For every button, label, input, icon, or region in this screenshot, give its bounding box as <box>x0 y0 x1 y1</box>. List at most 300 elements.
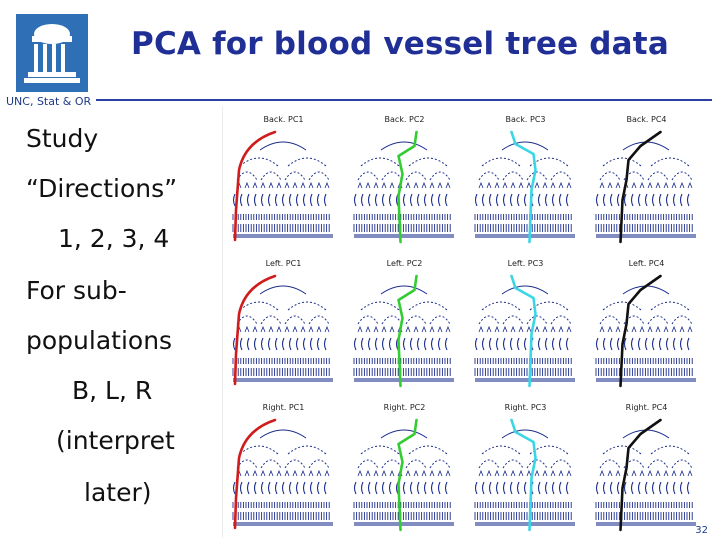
tree-leaf <box>269 338 271 350</box>
tree-tick <box>253 471 257 476</box>
tree-leaf <box>283 194 285 206</box>
tree-leaf <box>248 482 250 494</box>
tree-tick <box>535 327 539 332</box>
tree-tick <box>245 327 249 332</box>
panel-label: Back. PC3 <box>505 115 546 124</box>
tree-tick <box>511 327 515 332</box>
tree-leaf <box>490 482 492 494</box>
tree-leaf <box>625 194 627 206</box>
tree-branch <box>358 460 378 468</box>
tree-leaf <box>411 338 413 350</box>
tree-leaf <box>667 482 669 494</box>
tree-tick <box>527 327 531 332</box>
tree-branch <box>409 302 447 310</box>
tree-leaf <box>234 338 236 350</box>
tree-leaf <box>553 482 555 494</box>
tree-branch <box>503 460 523 468</box>
tree-tick <box>543 327 547 332</box>
tree-branch <box>381 430 427 438</box>
tree-leaf <box>446 482 448 494</box>
tree-tick <box>261 183 265 188</box>
tree-tick <box>446 183 450 188</box>
tree-tick <box>551 183 555 188</box>
tree-tick <box>495 471 499 476</box>
tree-leaf <box>255 338 257 350</box>
tree-tick <box>688 183 692 188</box>
tree-tick <box>519 183 523 188</box>
tree-leaf <box>660 482 662 494</box>
tree-tick <box>269 327 273 332</box>
tree-branch <box>260 286 306 294</box>
tree-branch <box>382 460 402 468</box>
tree-tick <box>519 327 523 332</box>
bullet-line: Study <box>26 124 99 153</box>
tree-base <box>233 378 333 382</box>
tree-tick <box>503 471 507 476</box>
tree-leaf <box>383 482 385 494</box>
tree-leaf <box>432 482 434 494</box>
tree-branch <box>672 316 692 324</box>
tree-branch <box>551 172 571 180</box>
tree-tick <box>309 183 313 188</box>
tree-branch <box>600 460 620 468</box>
tree-leaf <box>539 338 541 350</box>
tree-tick <box>632 327 636 332</box>
tree-panel <box>596 115 696 242</box>
tree-branch <box>361 446 399 454</box>
tree-tick <box>648 471 652 476</box>
tree-leaf <box>234 194 236 206</box>
tree-leaf <box>511 338 513 350</box>
tree-branch <box>285 172 305 180</box>
tree-panel <box>354 259 454 386</box>
tree-branch <box>430 316 450 324</box>
tree-tick <box>430 471 434 476</box>
tree-branch <box>382 172 402 180</box>
tree-leaf <box>262 482 264 494</box>
tree-tick <box>567 183 571 188</box>
tree-leaf <box>390 194 392 206</box>
tree-leaf <box>597 194 599 206</box>
tree-tick <box>293 183 297 188</box>
tree-tick <box>438 183 442 188</box>
tree-branch <box>309 460 329 468</box>
bullet-line: B, L, R <box>72 376 153 405</box>
tree-leaf <box>567 338 569 350</box>
tree-leaf <box>618 194 620 206</box>
panel-label: Right. PC4 <box>625 403 668 412</box>
tree-leaf <box>497 338 499 350</box>
tree-leaf <box>439 482 441 494</box>
tree-leaf <box>390 338 392 350</box>
tree-branch <box>260 142 306 150</box>
tree-tick <box>672 327 676 332</box>
tree-leaf <box>362 482 364 494</box>
tree-leaf <box>376 194 378 206</box>
tree-leaf <box>283 482 285 494</box>
tree-leaf <box>425 194 427 206</box>
tree-branch <box>430 172 450 180</box>
tree-base <box>354 234 454 238</box>
tree-leaf <box>476 338 478 350</box>
tree-branch <box>406 316 426 324</box>
tree-branch <box>309 316 329 324</box>
tree-leaf <box>383 194 385 206</box>
tree-branch <box>409 446 447 454</box>
tree-leaf <box>497 194 499 206</box>
tree-tick <box>503 183 507 188</box>
tree-leaf <box>276 482 278 494</box>
tree-tick <box>269 471 273 476</box>
tree-leaf <box>632 338 634 350</box>
tree-leaf <box>560 194 562 206</box>
tree-branch <box>648 316 668 324</box>
tree-tick <box>487 471 491 476</box>
tree-tick <box>664 327 668 332</box>
tree-leaf <box>553 194 555 206</box>
bullet-line: (interpret <box>56 426 175 455</box>
tree-tick <box>366 327 370 332</box>
pc-direction-path <box>235 276 275 384</box>
tree-leaf <box>241 194 243 206</box>
tree-leaf <box>504 194 506 206</box>
tree-tick <box>511 183 515 188</box>
tree-leaf <box>567 482 569 494</box>
panel-label: Back. PC1 <box>263 115 304 124</box>
tree-tick <box>285 183 289 188</box>
tree-leaf <box>674 338 676 350</box>
tree-tick <box>261 471 265 476</box>
tree-leaf <box>618 338 620 350</box>
tree-tick <box>688 327 692 332</box>
tree-leaf <box>318 338 320 350</box>
tree-tick <box>390 327 394 332</box>
tree-leaf <box>418 482 420 494</box>
tree-tick <box>325 327 329 332</box>
tree-tick <box>648 327 652 332</box>
panel-label: Left. PC2 <box>386 259 423 268</box>
tree-leaf <box>639 338 641 350</box>
tree-tick <box>551 327 555 332</box>
tree-tick <box>406 471 410 476</box>
tree-tick <box>680 183 684 188</box>
tree-leaf <box>688 482 690 494</box>
tree-tick <box>535 183 539 188</box>
tree-leaf <box>376 338 378 350</box>
tree-leaf <box>632 194 634 206</box>
tree-tick <box>358 471 362 476</box>
tree-tick <box>632 183 636 188</box>
tree-leaf <box>404 482 406 494</box>
tree-tick <box>567 471 571 476</box>
tree-branch <box>358 172 378 180</box>
tree-tick <box>664 471 668 476</box>
tree-leaf <box>518 338 520 350</box>
tree-tick <box>672 183 676 188</box>
tree-branch <box>381 286 427 294</box>
tree-leaf <box>446 338 448 350</box>
tree-tick <box>495 327 499 332</box>
tree-tick <box>325 183 329 188</box>
tree-leaf <box>560 338 562 350</box>
tree-tick <box>600 327 604 332</box>
tree-branch <box>503 172 523 180</box>
tree-tick <box>600 183 604 188</box>
tree-leaf <box>297 194 299 206</box>
tree-base <box>596 522 696 526</box>
tree-leaf <box>404 194 406 206</box>
tree-branch <box>527 316 547 324</box>
tree-base <box>354 378 454 382</box>
tree-branch <box>672 460 692 468</box>
tree-leaf <box>525 194 527 206</box>
tree-leaf <box>483 194 485 206</box>
tree-leaf <box>604 338 606 350</box>
tree-leaf <box>376 482 378 494</box>
tree-tick <box>438 471 442 476</box>
tree-leaf <box>369 482 371 494</box>
tree-tick <box>543 471 547 476</box>
tree-leaf <box>674 482 676 494</box>
tree-figure <box>222 106 707 538</box>
tree-leaf <box>432 194 434 206</box>
tree-leaf <box>255 194 257 206</box>
tree-branch <box>551 460 571 468</box>
tree-branch <box>409 158 447 166</box>
tree-tick <box>253 183 257 188</box>
page-number: 32 <box>695 525 708 536</box>
tree-leaf <box>369 194 371 206</box>
tree-tick <box>285 471 289 476</box>
tree-leaf <box>241 482 243 494</box>
tree-tick <box>422 471 426 476</box>
tree-leaf <box>490 194 492 206</box>
tree-leaf <box>681 194 683 206</box>
pc-direction-path <box>235 420 275 528</box>
tree-tick <box>446 471 450 476</box>
tree-leaf <box>304 482 306 494</box>
tree-leaf <box>611 194 613 206</box>
tree-leaf <box>632 482 634 494</box>
tree-leaf <box>511 194 513 206</box>
tree-tick <box>245 183 249 188</box>
tree-branch <box>603 446 641 454</box>
tree-tick <box>664 183 668 188</box>
tree-branch <box>240 446 278 454</box>
tree-tick <box>648 183 652 188</box>
tree-branch <box>285 316 305 324</box>
tree-leaf <box>311 482 313 494</box>
tree-tick <box>309 471 313 476</box>
tree-leaf <box>262 338 264 350</box>
tree-branch <box>406 460 426 468</box>
tree-branch <box>672 172 692 180</box>
tree-leaf <box>546 194 548 206</box>
tree-tick <box>503 327 507 332</box>
tree-tick <box>358 183 362 188</box>
tree-leaf <box>297 482 299 494</box>
tree-leaf <box>390 482 392 494</box>
tree-leaf <box>383 338 385 350</box>
tree-tick <box>487 327 491 332</box>
tree-leaf <box>446 194 448 206</box>
tree-leaf <box>560 482 562 494</box>
panel-label: Right. PC2 <box>383 403 426 412</box>
tree-leaf <box>625 482 627 494</box>
tree-leaf <box>646 194 648 206</box>
tree-leaf <box>667 338 669 350</box>
tree-leaf <box>511 482 513 494</box>
tree-tick <box>527 183 531 188</box>
tree-branch <box>651 302 689 310</box>
tree-tick <box>479 327 483 332</box>
tree-tick <box>390 183 394 188</box>
tree-tick <box>293 471 297 476</box>
tree-branch <box>361 302 399 310</box>
tree-tick <box>301 471 305 476</box>
tree-leaf <box>269 482 271 494</box>
tree-branch <box>482 446 520 454</box>
tree-tick <box>430 327 434 332</box>
tree-panel <box>596 403 696 530</box>
tree-branch <box>285 460 305 468</box>
tree-leaf <box>276 338 278 350</box>
tree-tick <box>680 471 684 476</box>
tree-leaf <box>490 338 492 350</box>
tree-tick <box>301 327 305 332</box>
tree-panel <box>233 115 333 240</box>
tree-leaf <box>553 338 555 350</box>
tree-leaf <box>241 338 243 350</box>
panel-label: Right. PC3 <box>504 403 547 412</box>
tree-leaf <box>497 482 499 494</box>
tree-tick <box>479 471 483 476</box>
tree-leaf <box>539 194 541 206</box>
tree-tick <box>479 183 483 188</box>
tree-tick <box>559 327 563 332</box>
tree-leaf <box>439 194 441 206</box>
tree-branch <box>551 316 571 324</box>
tree-tick <box>567 327 571 332</box>
tree-tick <box>608 327 612 332</box>
tree-tick <box>358 327 362 332</box>
tree-leaf <box>681 482 683 494</box>
tree-leaf <box>297 338 299 350</box>
tree-branch <box>479 460 499 468</box>
tree-leaf <box>248 338 250 350</box>
tree-tick <box>261 327 265 332</box>
tree-leaf <box>325 482 327 494</box>
tree-branch <box>430 460 450 468</box>
tree-branch <box>381 142 427 150</box>
tree-leaf <box>504 338 506 350</box>
bullet-line: populations <box>26 326 173 355</box>
old-well-logo-icon <box>16 14 88 92</box>
tree-tick <box>543 183 547 188</box>
tree-leaf <box>660 338 662 350</box>
tree-tick <box>632 471 636 476</box>
tree-tick <box>317 471 321 476</box>
tree-branch <box>527 460 547 468</box>
tree-panel <box>354 115 454 242</box>
panel-label: Back. PC2 <box>384 115 425 124</box>
panel-label: Back. PC4 <box>626 115 667 124</box>
tree-branch <box>600 316 620 324</box>
tree-tick <box>656 327 660 332</box>
tree-branch <box>651 446 689 454</box>
tree-leaf <box>567 194 569 206</box>
tree-leaf <box>653 338 655 350</box>
tree-tick <box>680 327 684 332</box>
tree-tick <box>293 327 297 332</box>
tree-leaf <box>355 482 357 494</box>
pc-direction-path <box>235 132 275 240</box>
tree-tick <box>325 471 329 476</box>
tree-tick <box>366 471 370 476</box>
tree-leaf <box>611 482 613 494</box>
tree-leaf <box>404 338 406 350</box>
panel-label: Left. PC3 <box>507 259 544 268</box>
tree-leaf <box>290 338 292 350</box>
tree-tick <box>277 327 281 332</box>
tree-panel <box>354 403 454 530</box>
tree-leaf <box>688 194 690 206</box>
tree-tick <box>640 183 644 188</box>
tree-tick <box>414 471 418 476</box>
tree-tick <box>414 183 418 188</box>
tree-branch <box>260 430 306 438</box>
tree-tick <box>511 471 515 476</box>
tree-branch <box>648 460 668 468</box>
tree-panel <box>475 403 575 530</box>
tree-branch <box>479 172 499 180</box>
tree-grid <box>223 106 707 538</box>
tree-leaf <box>539 482 541 494</box>
tree-leaf <box>504 482 506 494</box>
tree-leaf <box>667 194 669 206</box>
tree-branch <box>503 316 523 324</box>
tree-tick <box>374 183 378 188</box>
tree-leaf <box>311 194 313 206</box>
tree-leaf <box>425 482 427 494</box>
tree-tick <box>422 327 426 332</box>
tree-leaf <box>290 482 292 494</box>
tree-leaf <box>355 338 357 350</box>
tree-tick <box>414 327 418 332</box>
tree-leaf <box>325 194 327 206</box>
tree-leaf <box>318 194 320 206</box>
tree-leaf <box>355 194 357 206</box>
tree-leaf <box>325 338 327 350</box>
tree-branch <box>648 172 668 180</box>
tree-leaf <box>318 482 320 494</box>
tree-tick <box>317 183 321 188</box>
bullet-line: later) <box>84 478 152 507</box>
tree-leaf <box>681 338 683 350</box>
tree-tick <box>519 471 523 476</box>
tree-tick <box>430 183 434 188</box>
tree-branch <box>261 460 281 468</box>
tree-base <box>233 234 333 238</box>
tree-branch <box>651 158 689 166</box>
tree-leaf <box>639 482 641 494</box>
tree-tick <box>382 327 386 332</box>
tree-tick <box>487 183 491 188</box>
tree-leaf <box>611 338 613 350</box>
tree-base <box>233 522 333 526</box>
tree-leaf <box>311 338 313 350</box>
tree-leaf <box>362 194 364 206</box>
